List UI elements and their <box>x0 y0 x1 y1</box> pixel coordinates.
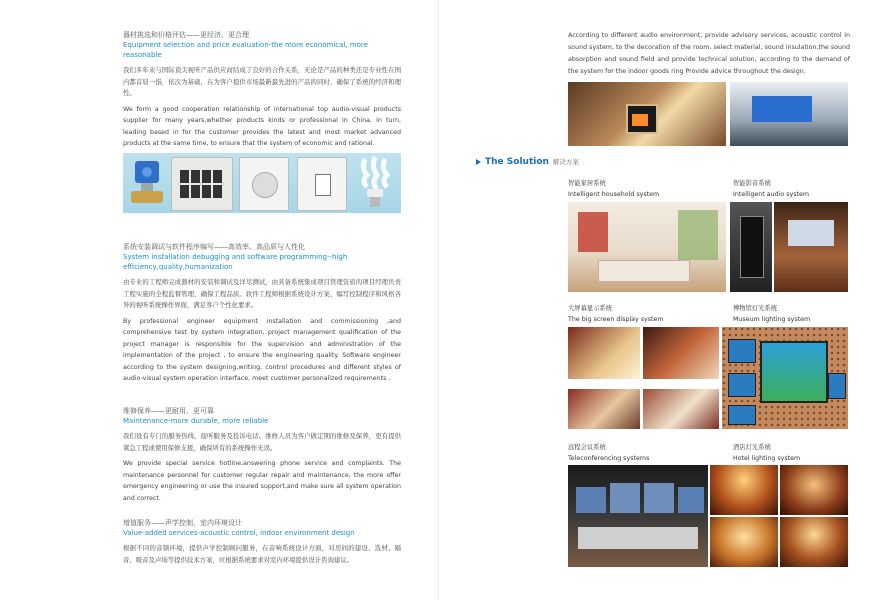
intro-paragraph: According to different audio environment, provide advisory services, acoustic control in sound system, to the decoration of the room, select material, sound insulation,the sound absorption and sound field and provide technical solution, according to the demand of the system for the indoor goods ring Provide advice throughout the design. <box>568 32 850 75</box>
audio-system-photo-1 <box>730 202 772 292</box>
section-installation <box>123 242 401 385</box>
system-caption-en: Museum lighting system <box>733 316 811 323</box>
section-heading-en: System installation debugging and software programming--high efficiency,quality,humanization <box>123 253 348 271</box>
big-screen-photo-2 <box>643 327 719 379</box>
big-screen-photo-3 <box>568 389 640 429</box>
system-caption <box>733 178 809 200</box>
section-body-cn: 由专业的工程师完成器材的安装和调试及详尽测试，由具备系统集成项目管理资质的项目经理负责工程实施的全程监督管理，确保工程品质。软件工程师根据系统设计方案，编写控制程序和风格各异的视听系统操作界面，满足客户个性化要求。 <box>123 278 401 309</box>
valve-icon <box>127 157 167 209</box>
media-room-photo <box>730 82 848 146</box>
system-caption-cn: 大屏幕显示系统 <box>568 305 613 312</box>
section-body-cn: 我们多年来与国际顶尖视听产品供应商结成了良好的合作关系，无论是产品的种类还是专业性在国内都首屈一指，依次为基础，在为客户提供市场最新最先进的产品的同时，确保了系统的经济和理性。 <box>123 66 401 97</box>
hotel-lighting-photo-1 <box>710 465 778 515</box>
hotel-lighting-photo-4 <box>780 517 848 567</box>
section-body-cn: 根据不同的音频环境，提供声学控制顾问服务，在音响系统设计方面，对房间的建设、选材、隔音、吸音及声场等提供技术方案，竝根据系统要求对室内环境提供设计咨询建议。 <box>123 544 401 564</box>
system-caption <box>733 303 810 325</box>
section-body-en: We form a good cooperation relationship of international top audio-visual products supplier for many years,whether products kinds or professional in China, in turn, leading based in for the customer provides the latest and most market advanced products at the same time, to ensure that the system of economic and rational. <box>123 105 401 147</box>
system-caption-cn: 智能家居系统 <box>568 180 606 187</box>
triangle-icon <box>476 159 481 165</box>
section-heading-cn: 维修保养——更耐用、更可靠 <box>123 407 214 415</box>
system-caption-en: Teleconferencing systems <box>568 455 650 462</box>
hotel-lighting-photo-2 <box>780 465 848 515</box>
keypad-panel <box>171 157 233 211</box>
system-caption <box>568 178 659 200</box>
switch-panel <box>297 157 347 211</box>
section-value-added <box>123 518 401 570</box>
system-caption <box>568 442 649 464</box>
system-caption <box>568 303 664 325</box>
audio-system-photo-2 <box>774 202 848 292</box>
system-caption-en: Intelligent household system <box>568 191 660 198</box>
solution-heading-en: The Solution <box>485 157 549 167</box>
section-body-cn: 我们设有专门的服务热线、接听服务及投诉电话。维修人员为客户做定期的维修及保养，更有提供紧急工程或使用保修支援，确保所有的系统操作无误。 <box>123 432 401 452</box>
section-heading-cn: 器材挑选和价格评估——更经济、更合理 <box>123 31 249 39</box>
section-body-en: By professional engineer equipment installation and commissioning ,and comprehensive test by system integration, project management qualification of the project manager is responsible for the supervision and administration of the implementation of the project , to ensure the engineering quality. Software engineer according to the system designing,writing, control procedures and different styles of audio-visual system operation interface, meet customer personalized requirements . <box>123 317 401 382</box>
socket-panel <box>239 157 289 211</box>
system-caption <box>733 442 800 464</box>
big-screen-photo-4 <box>643 389 719 429</box>
system-caption-en: Hotel lighting system <box>733 455 801 462</box>
big-screen-photo-1 <box>568 327 640 379</box>
system-caption-cn: 酒店灯光系统 <box>733 444 771 451</box>
system-caption-cn: 智能影音系统 <box>733 180 771 187</box>
system-caption-cn: 博物馆灯光系统 <box>733 305 778 312</box>
product-photo-strip <box>123 153 401 213</box>
solution-heading <box>485 157 579 167</box>
museum-lighting-photo <box>722 327 848 429</box>
section-heading-cn: 系统安装调试与软件程序编写——高效率、高品质与人性化 <box>123 243 305 251</box>
section-maintenance <box>123 406 401 504</box>
section-heading-en: Equipment selection and price evaluation-the more economical, more reasonable <box>123 41 368 59</box>
system-caption-en: The big screen display system <box>568 316 664 323</box>
section-heading-en: Value-added services-acoustic control, indoor environment design <box>123 529 355 537</box>
page-fold <box>438 0 439 600</box>
hotel-lighting-photo-3 <box>710 517 778 567</box>
section-heading-cn: 增值服务——声学控制，室内环境设计 <box>123 519 242 527</box>
system-caption-cn: 远程会议系统 <box>568 444 606 451</box>
household-system-photo <box>568 202 726 292</box>
solution-heading-cn: 解决方案 <box>552 158 579 166</box>
bulb-icon <box>355 155 395 211</box>
living-room-photo <box>568 82 726 146</box>
system-caption-en: Intelligent audio system <box>733 191 809 198</box>
section-body-en: We provide special service hotline,answering phone service and complaints. The maintenance personnel for customer regular repair and maintenance, the more offer emergency engineering or use the insured support,and make sure all system operation and correct. <box>123 460 401 502</box>
section-equipment-selection <box>123 30 401 150</box>
section-heading-en: Maintenance-more durable, more reliable <box>123 417 269 425</box>
teleconference-photo <box>568 465 708 567</box>
